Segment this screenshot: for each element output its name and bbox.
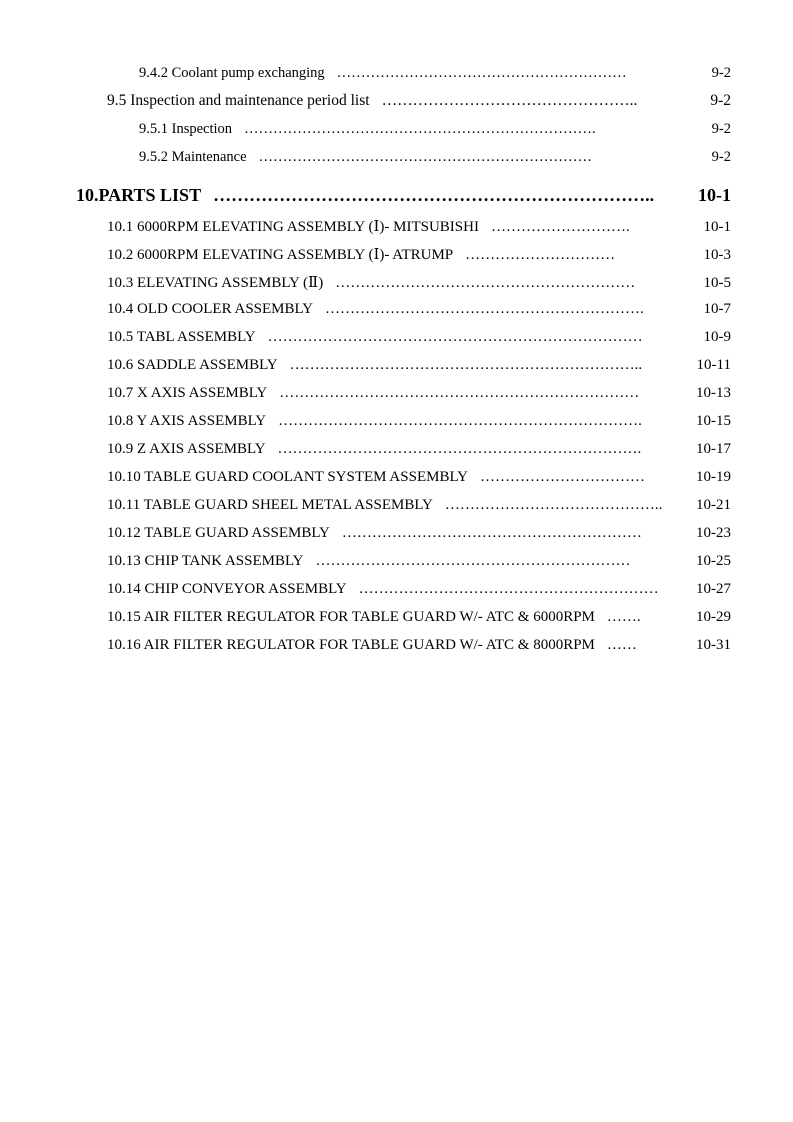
toc-page-number: 10-29 <box>696 609 731 625</box>
toc-dot-leader: …………………………………………………… <box>336 65 627 81</box>
toc-page-number: 9-2 <box>711 65 731 81</box>
toc-entry-title: 10.5 TABL ASSEMBLY <box>107 329 256 345</box>
toc-entry[interactable] <box>107 217 731 236</box>
toc-entry-title: 10.9 Z AXIS ASSEMBLY <box>107 441 266 457</box>
toc-entry-title: 10.10 TABLE GUARD COOLANT SYSTEM ASSEMBLY <box>107 469 468 485</box>
toc-entry-title: 10.8 Y AXIS ASSEMBLY <box>107 413 267 429</box>
toc-page-number: 10-5 <box>703 275 731 291</box>
toc-entry-title: 10.14 CHIP CONVEYOR ASSEMBLY <box>107 581 347 597</box>
toc-entry-title: 10.16 AIR FILTER REGULATOR FOR TABLE GUARD W/- ATC & 8000RPM <box>107 637 595 653</box>
toc-dot-leader: ……. <box>606 609 641 625</box>
toc-dot-leader: …………………………………………………… <box>358 581 659 597</box>
toc-page-number: 10-11 <box>696 357 731 373</box>
toc-dot-leader: …………………………………………………… <box>341 525 642 541</box>
toc-entry[interactable] <box>107 245 731 264</box>
toc-dot-leader: ………………………………………………………………. <box>277 441 642 457</box>
toc-page-number: 10-13 <box>696 385 731 401</box>
toc-entry-title: 10.6 SADDLE ASSEMBLY <box>107 357 278 373</box>
toc-entry-title: 10.7 X AXIS ASSEMBLY <box>107 385 268 401</box>
toc-page-number: 10-25 <box>696 553 731 569</box>
toc-entry-title: 10.4 OLD COOLER ASSEMBLY <box>107 301 314 317</box>
toc-page-number: 10-21 <box>696 497 731 513</box>
toc-page-number: 10-1 <box>703 219 731 235</box>
toc-page-number: 9-2 <box>711 149 731 165</box>
toc-page-number: 9-2 <box>710 92 731 109</box>
toc-entry[interactable] <box>107 329 731 346</box>
toc-entry-title: 9.5 Inspection and maintenance period list <box>107 92 370 109</box>
toc-page-number: 10-23 <box>696 525 731 541</box>
toc-page-number: 10-7 <box>703 301 731 317</box>
toc-page-number: 10-31 <box>696 637 731 653</box>
toc-chapter-title: 10.PARTS LIST <box>76 185 202 205</box>
toc-entry[interactable] <box>139 149 731 166</box>
toc-chapter-entry[interactable] <box>76 185 731 206</box>
toc-page-number: 10-15 <box>696 413 731 429</box>
toc-entry-title: 9.5.1 Inspection <box>139 121 233 137</box>
toc-entry-title: 10.1 6000RPM ELEVATING ASSEMBLY (Ⅰ)- MITSUBISHI <box>107 219 479 235</box>
toc-page-number: 9-2 <box>711 121 731 137</box>
toc-entry[interactable] <box>139 121 731 138</box>
toc-dot-leader: …………………………………………………… <box>335 275 636 291</box>
toc-dot-leader: ……………………………………………………… <box>315 553 631 569</box>
toc-entry[interactable] <box>107 357 731 374</box>
toc-entry-title: 10.11 TABLE GUARD SHEEL METAL ASSEMBLY <box>107 497 433 513</box>
toc-dot-leader: ……………………………………………………………….. <box>213 185 655 205</box>
toc-dot-leader: ………………………………………………………. <box>325 301 644 317</box>
toc-entry-title: 9.5.2 Maintenance <box>139 149 247 165</box>
toc-entry[interactable] <box>107 581 731 598</box>
toc-dot-leader: ………………………………………………………………. <box>278 413 642 429</box>
toc-entry-title: 10.13 CHIP TANK ASSEMBLY <box>107 553 304 569</box>
toc-dot-leader: ……………………………………………………………… <box>279 385 640 401</box>
toc-entry[interactable] <box>107 497 731 514</box>
toc-entry-title: 9.4.2 Coolant pump exchanging <box>139 65 325 81</box>
toc-entry-title: 10.3 ELEVATING ASSEMBLY (Ⅱ) <box>107 275 324 291</box>
toc-entry[interactable] <box>107 301 731 318</box>
toc-dot-leader: ………………………… <box>465 247 616 263</box>
toc-dot-leader: ………………………………………………………………. <box>244 121 596 137</box>
toc-entry[interactable] <box>107 385 731 402</box>
toc-page-number: 10-27 <box>696 581 731 597</box>
toc-dot-leader: …… <box>606 637 637 653</box>
toc-entry[interactable] <box>107 92 731 110</box>
toc-dot-leader: …………………………… <box>479 469 645 485</box>
toc-dot-leader: …………………………………………………………… <box>258 149 593 165</box>
toc-entry[interactable] <box>107 637 731 654</box>
toc-dot-leader: ………………………………………………………………… <box>267 329 643 345</box>
toc-page-number: 10-3 <box>703 247 731 263</box>
toc-page-number: 10-9 <box>703 329 731 345</box>
toc-entry-title: 10.15 AIR FILTER REGULATOR FOR TABLE GUARD W/- ATC & 6000RPM <box>107 609 595 625</box>
toc-dot-leader: ………………………. <box>490 219 630 235</box>
toc-entry[interactable] <box>107 553 731 570</box>
toc-entry[interactable] <box>107 273 731 292</box>
toc-entry[interactable] <box>139 65 731 82</box>
toc-entry[interactable] <box>107 469 731 486</box>
toc-dot-leader: …………………………………………………………….. <box>289 357 643 373</box>
toc-page-number: 10-1 <box>698 185 731 205</box>
toc-entry[interactable] <box>107 609 731 626</box>
toc-entry-title: 10.12 TABLE GUARD ASSEMBLY <box>107 525 330 541</box>
toc-entry-title: 10.2 6000RPM ELEVATING ASSEMBLY (Ⅰ)- ATRUMP <box>107 247 454 263</box>
toc-page-number: 10-19 <box>696 469 731 485</box>
toc-page-number: 10-17 <box>696 441 731 457</box>
toc-dot-leader: ………………………………………….. <box>381 92 638 109</box>
toc-dot-leader: …………………………………….. <box>444 497 663 513</box>
toc-entry[interactable] <box>107 525 731 542</box>
toc-entry[interactable] <box>107 441 731 458</box>
toc-entry[interactable] <box>107 413 731 430</box>
